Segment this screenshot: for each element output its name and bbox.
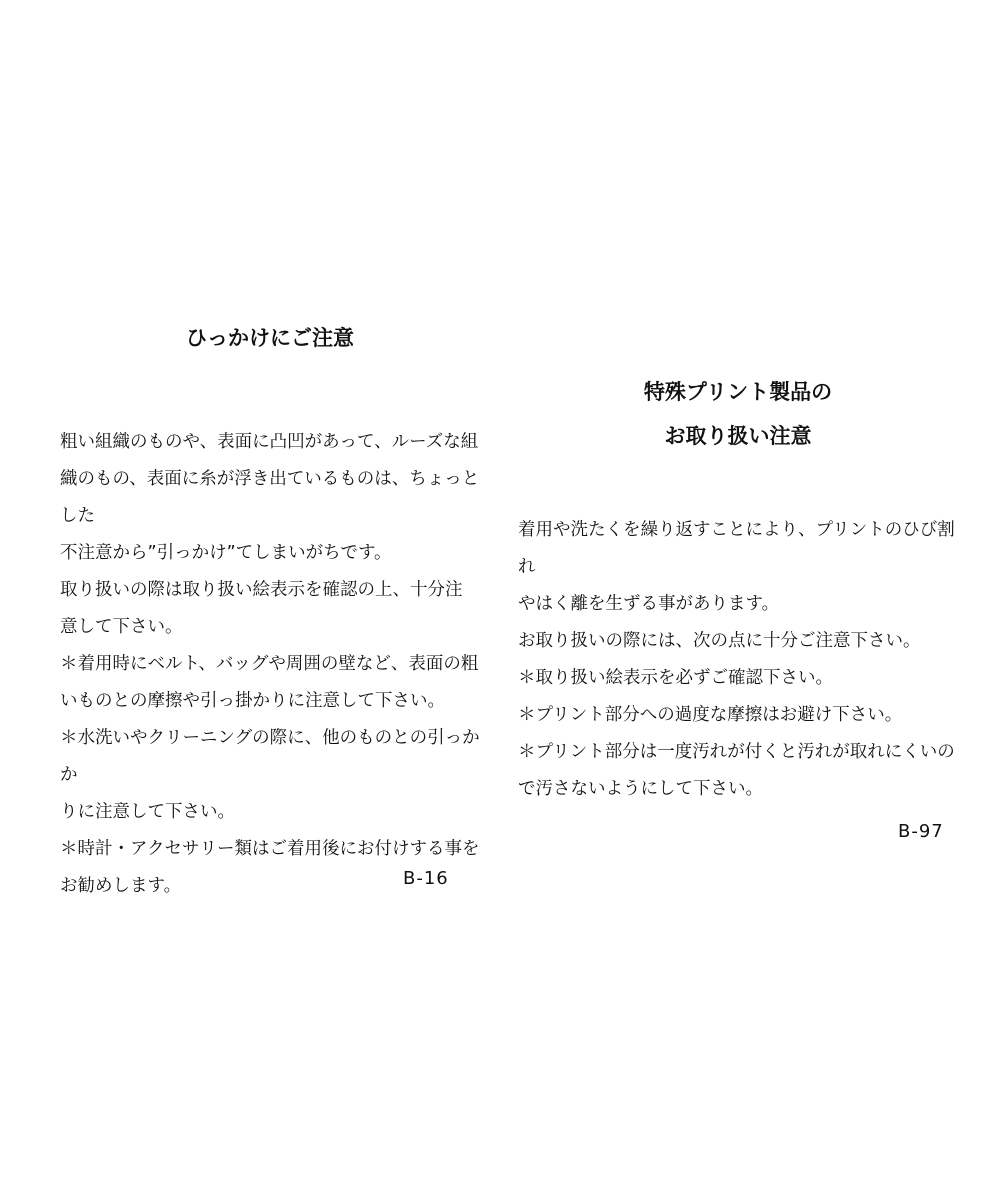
right-line: で汚さないようにして下さい。 [518,779,763,799]
right-line: ＊取り扱い絵表示を必ずご確認下さい。 [518,668,833,688]
right-line: お取り扱いの際には、次の点に十分ご注意下さい。 [518,631,921,651]
left-line: ＊水洗いやクリーニングの際に、他のものとの引っかか [60,728,480,785]
right-line: ＊プリント部分は一度汚れが付くと汚れが取れにくいの [518,742,955,762]
right-title-line1: 特殊プリント製品の [643,380,833,404]
left-line: お勧めします。 [60,876,182,896]
left-code: B-16 [403,868,449,889]
left-line: いものとの摩擦や引っ掛かりに注意して下さい。 [60,691,445,711]
left-line: 不注意から”引っかけ”てしまいがちです。 [60,543,392,563]
left-line: ＊着用時にベルト、バッグや周囲の壁など、表面の粗 [60,654,479,674]
left-line: 意して下さい。 [60,617,183,637]
right-line: やはく離を生ずる事があります。 [518,594,780,614]
right-title-line2: お取り扱い注意 [664,424,812,448]
left-title: ひっかけにご注意 [186,326,354,350]
left-line: 粗い組織のものや、表面に凸凹があって、ルーズな組 [60,432,479,452]
left-line: ＊時計・アクセサリー類はご着用後にお付けする事を [60,839,480,859]
left-notice [60,310,480,905]
left-line: りに注意して下さい。 [60,802,235,822]
right-notice [518,370,958,808]
right-code: B-97 [898,821,944,842]
right-title [518,370,958,458]
right-line: ＊プリント部分への過度な摩擦はお避け下さい。 [518,705,903,725]
right-line: 着用や洗たくを繰り返すことにより、プリントのひび割れ [518,520,955,577]
left-line: 織のもの、表面に糸が浮き出ているものは、ちょっとした [60,469,480,526]
left-line: 取り扱いの際は取り扱い絵表示を確認の上、十分注 [60,580,463,600]
